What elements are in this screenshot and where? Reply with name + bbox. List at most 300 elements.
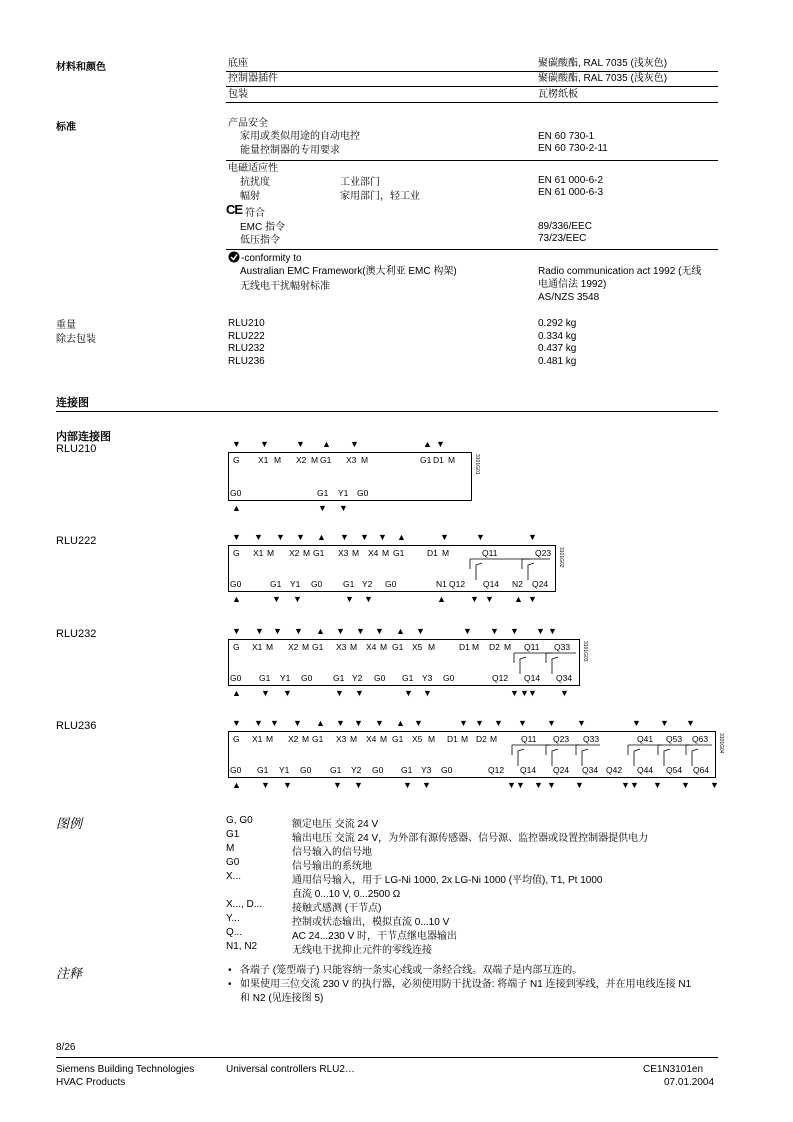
- ce-label: 符合: [245, 208, 265, 219]
- arrow-down-icon: ▼: [335, 688, 344, 698]
- arrow-down-icon: ▼: [470, 594, 479, 604]
- weight-model: RLU210: [228, 318, 265, 329]
- terminal-label: G1: [392, 734, 404, 744]
- arrow-down-icon: ▼: [528, 532, 537, 542]
- terminal-label: G1: [317, 488, 329, 498]
- arrow-down-icon: ▼: [354, 780, 363, 790]
- arrow-down-icon: ▼: [681, 780, 690, 790]
- legend-value: 信号输出的系统地: [292, 861, 372, 872]
- divider: [226, 102, 718, 103]
- model-label-rlu210: RLU210: [56, 443, 97, 455]
- arrow-down-icon: ▼: [534, 780, 543, 790]
- terminal-label: X4: [368, 548, 379, 558]
- terminal-label: Y1: [290, 579, 301, 589]
- std-item: 能量控制器的专用要求: [240, 145, 340, 156]
- arrow-down-icon: ▼: [560, 688, 569, 698]
- legend-key: X..., D...: [226, 899, 263, 910]
- terminal-label: X1: [258, 455, 269, 465]
- std-sub: 工业部门: [340, 177, 380, 188]
- arrow-down-icon: ▼: [272, 594, 281, 604]
- std-value: EN 60 730-1: [538, 131, 595, 142]
- terminal-label: Q42: [606, 765, 623, 775]
- terminal-label: M: [311, 455, 319, 465]
- material-value: 聚碳酸酯, RAL 7035 (浅灰色): [538, 58, 668, 69]
- arrow-down-icon: ▼: [345, 594, 354, 604]
- divider: [226, 86, 718, 87]
- material-item: 包装: [228, 89, 248, 100]
- terminal-label: M: [350, 734, 358, 744]
- terminal-label: M: [352, 548, 360, 558]
- arrow-down-icon: ▼: [621, 780, 630, 790]
- terminal-label: X2: [289, 548, 300, 558]
- terminal-label: Y1: [338, 488, 349, 498]
- arrow-down-icon: ▼: [296, 439, 305, 449]
- arrow-down-icon: ▼: [536, 626, 545, 636]
- arrow-down-icon: ▼: [660, 718, 669, 728]
- legend-value: 控制或状态输出，模拟直流 0...10 V: [292, 917, 450, 928]
- arrow-down-icon: ▼: [494, 718, 503, 728]
- footer-title: Universal controllers RLU2…: [226, 1064, 355, 1075]
- terminal-label: X1: [252, 642, 263, 652]
- std-value: EN 61 000-6-3: [538, 187, 604, 198]
- footer-division: HVAC Products: [56, 1077, 126, 1088]
- material-item: 底座: [228, 58, 248, 69]
- terminal-label: D2: [489, 642, 500, 652]
- arrow-down-icon: ▼: [254, 532, 263, 542]
- legend-key: G1: [226, 829, 240, 840]
- footer-company: Siemens Building Technologies: [56, 1064, 195, 1075]
- std-value: 89/336/EEC: [538, 221, 592, 232]
- ctick-label: -conformity to: [241, 253, 302, 264]
- terminal-label: G0: [441, 765, 453, 775]
- weight-value: 0.334 kg: [538, 331, 577, 342]
- legend-key: G0: [226, 857, 240, 868]
- terminal-label: G0: [357, 488, 369, 498]
- arrow-up-icon: ▲: [423, 439, 432, 449]
- arrow-down-icon: ▼: [232, 439, 241, 449]
- terminal-label: X3: [346, 455, 357, 465]
- model-label-rlu236: RLU236: [56, 720, 97, 732]
- legend-key: X...: [226, 871, 242, 882]
- legend-value: 额定电压 交流 24 V: [292, 819, 379, 830]
- terminal-label: M: [302, 642, 310, 652]
- terminal-label: M: [303, 548, 311, 558]
- terminal-label: G1: [392, 642, 404, 652]
- terminal-label: M: [266, 642, 274, 652]
- terminal-label: G1: [257, 765, 269, 775]
- terminal-label: Q33: [583, 734, 600, 744]
- terminal-label: G1: [343, 579, 355, 589]
- arrow-down-icon: ▼: [255, 626, 264, 636]
- arrow-up-icon: ▲: [232, 688, 241, 698]
- legend-key: N1, N2: [226, 941, 258, 952]
- std-item: 家用或类似用途的自动电控: [240, 131, 360, 142]
- terminal-label: D1: [459, 642, 470, 652]
- terminal-label: X1: [253, 548, 264, 558]
- weight-heading: 重量: [56, 320, 76, 331]
- terminal-label: Q23: [553, 734, 570, 744]
- terminal-label: Q14: [524, 673, 541, 683]
- arrow-up-icon: ▲: [396, 626, 405, 636]
- terminal-label: G1: [320, 455, 332, 465]
- c-tick-icon: [228, 251, 240, 263]
- arrow-up-icon: ▲: [514, 594, 523, 604]
- weight-model: RLU232: [228, 343, 265, 354]
- terminal-label: G0: [372, 765, 384, 775]
- terminal-label: Y2: [351, 765, 362, 775]
- standards-heading: 标准: [56, 122, 76, 133]
- arrow-up-icon: ▲: [437, 594, 446, 604]
- weight-subheading: 除去包装: [56, 334, 96, 345]
- legend-value: 通用信号输入，用于 LG-Ni 1000, 2x LG-Ni 1000 (平均值), T1, Pt 1000: [292, 875, 603, 886]
- terminal-label: M: [350, 642, 358, 652]
- footer-date: 07.01.2004: [664, 1077, 715, 1088]
- std-item: EMC 指令: [240, 222, 285, 233]
- terminal-label: G: [233, 734, 240, 744]
- terminal-label: X3: [338, 548, 349, 558]
- terminal-label: X5: [412, 734, 423, 744]
- std-value: EN 61 000-6-2: [538, 175, 604, 186]
- divider: [226, 249, 718, 250]
- arrow-down-icon: ▼: [436, 439, 445, 449]
- arrow-down-icon: ▼: [364, 594, 373, 604]
- arrow-up-icon: ▲: [322, 439, 331, 449]
- terminal-label: M: [428, 734, 436, 744]
- legend-key: Y...: [226, 913, 240, 924]
- terminal-label: Q54: [666, 765, 683, 775]
- arrow-down-icon: ▼: [375, 626, 384, 636]
- legend-key: G, G0: [226, 815, 253, 826]
- terminal-label: Q64: [693, 765, 710, 775]
- footer-divider: [56, 1057, 718, 1058]
- terminal-label: X2: [296, 455, 307, 465]
- arrow-down-icon: ▼: [518, 718, 527, 728]
- legend-value: 接触式感测 (干节点): [292, 903, 382, 914]
- internal-diagram-heading: 内部连接图: [56, 431, 111, 443]
- diagram-code: 3101G03: [582, 641, 588, 662]
- arrow-down-icon: ▼: [577, 718, 586, 728]
- arrow-down-icon: ▼: [254, 718, 263, 728]
- arrow-down-icon: ▼: [630, 780, 639, 790]
- terminal-label: Q12: [492, 673, 509, 683]
- terminal-label: G0: [230, 673, 242, 683]
- arrow-down-icon: ▼: [440, 532, 449, 542]
- arrow-up-icon: ▲: [316, 626, 325, 636]
- arrow-up-icon: ▲: [397, 532, 406, 542]
- terminal-label: G1: [270, 579, 282, 589]
- weight-model: RLU236: [228, 356, 265, 367]
- arrow-down-icon: ▼: [528, 594, 537, 604]
- terminal-label: M: [442, 548, 450, 558]
- terminal-label: Q63: [692, 734, 709, 744]
- arrow-down-icon: ▼: [261, 780, 270, 790]
- terminal-label: G0: [374, 673, 386, 683]
- arrow-down-icon: ▼: [528, 688, 537, 698]
- arrow-down-icon: ▼: [318, 503, 327, 513]
- terminal-label: G0: [230, 488, 242, 498]
- terminal-label: G1: [312, 642, 324, 652]
- arrow-down-icon: ▼: [232, 626, 241, 636]
- arrow-down-icon: ▼: [294, 626, 303, 636]
- arrow-down-icon: ▼: [339, 503, 348, 513]
- note-1: 各端子 (笼型端子) 只能容纳一条实心线或一条经合线。双端子是内部互连的。: [240, 965, 583, 976]
- legend-value: 输出电压 交流 24 V，为外部有源传感器、信号源、监控器或设置控制器提供电力: [292, 833, 649, 844]
- legend-heading: 图例: [56, 816, 83, 831]
- arrow-down-icon: ▼: [232, 532, 241, 542]
- arrow-down-icon: ▼: [356, 626, 365, 636]
- arrow-down-icon: ▼: [475, 718, 484, 728]
- legend-key: Q...: [226, 927, 243, 938]
- terminal-label: X4: [366, 642, 377, 652]
- terminal-label: D2: [476, 734, 487, 744]
- model-label-rlu232: RLU232: [56, 628, 97, 640]
- product-safety-label: 产品安全: [228, 118, 268, 129]
- arrow-up-icon: ▲: [316, 718, 325, 728]
- model-label-rlu222: RLU222: [56, 535, 97, 547]
- std-value: AS/NZS 3548: [538, 292, 600, 303]
- arrow-down-icon: ▼: [547, 718, 556, 728]
- arrow-down-icon: ▼: [516, 780, 525, 790]
- bullet-icon: •: [228, 965, 232, 976]
- page-number: 8/26: [56, 1042, 76, 1053]
- arrow-down-icon: ▼: [276, 532, 285, 542]
- weight-value: 0.481 kg: [538, 356, 577, 367]
- terminal-label: G: [233, 455, 240, 465]
- terminal-label: Q33: [554, 642, 571, 652]
- divider: [56, 411, 718, 412]
- std-value: Radio communication act 1992 (无线: [538, 266, 702, 277]
- arrow-down-icon: ▼: [293, 594, 302, 604]
- std-value: 电通信法 1992): [538, 279, 607, 290]
- divider: [226, 71, 718, 72]
- terminal-label: G1: [420, 455, 432, 465]
- arrow-down-icon: ▼: [507, 780, 516, 790]
- arrow-down-icon: ▼: [336, 718, 345, 728]
- terminal-label: Y3: [421, 765, 432, 775]
- terminal-label: M: [472, 642, 480, 652]
- arrow-down-icon: ▼: [547, 780, 556, 790]
- terminal-label: G: [233, 548, 240, 558]
- terminal-label: G1: [330, 765, 342, 775]
- arrow-down-icon: ▼: [261, 688, 270, 698]
- legend-value: 无线电干扰抑止元件的零线连接: [292, 945, 432, 956]
- terminal-label: Q11: [521, 734, 537, 744]
- arrow-down-icon: ▼: [686, 718, 695, 728]
- arrow-up-icon: ▲: [317, 532, 326, 542]
- connection-heading: 连接图: [56, 397, 89, 409]
- terminal-label: Q12: [488, 765, 505, 775]
- terminal-label: M: [504, 642, 512, 652]
- footer-doc-number: CE1N3101en: [643, 1064, 704, 1075]
- arrow-down-icon: ▼: [404, 688, 413, 698]
- arrow-down-icon: ▼: [336, 626, 345, 636]
- arrow-down-icon: ▼: [293, 718, 302, 728]
- arrow-down-icon: ▼: [375, 718, 384, 728]
- ce-mark-icon: CE: [226, 202, 243, 217]
- terminal-label: M: [302, 734, 310, 744]
- terminal-label: D1: [427, 548, 438, 558]
- arrow-down-icon: ▼: [476, 532, 485, 542]
- terminal-label: G1: [401, 765, 413, 775]
- arrow-down-icon: ▼: [296, 532, 305, 542]
- terminal-label: G1: [259, 673, 271, 683]
- terminal-label: Q11: [482, 548, 498, 558]
- arrow-down-icon: ▼: [333, 780, 342, 790]
- arrow-down-icon: ▼: [653, 780, 662, 790]
- terminal-label: M: [428, 642, 436, 652]
- note-2: 如果使用三位交流 230 V 的执行器，必须使用防干扰设备: 将端子 N1 连接到零线，并在用电线连接 N1: [240, 979, 692, 990]
- terminal-label: Q41: [637, 734, 654, 744]
- material-value: 瓦楞纸板: [538, 89, 578, 100]
- legend-value: 直流 0...10 V, 0...2500 Ω: [292, 889, 401, 900]
- terminal-label: M: [266, 734, 274, 744]
- material-item: 控制器插件: [228, 73, 278, 84]
- arrow-down-icon: ▼: [283, 688, 292, 698]
- arrow-down-icon: ▼: [459, 718, 468, 728]
- terminal-label: X2: [288, 642, 299, 652]
- arrow-down-icon: ▼: [378, 532, 387, 542]
- legend-value: AC 24...230 V 时，干节点继电器输出: [292, 931, 458, 942]
- terminal-label: G0: [443, 673, 455, 683]
- terminal-label: Q11: [524, 642, 540, 652]
- arrow-down-icon: ▼: [414, 718, 423, 728]
- arrow-up-icon: ▲: [232, 503, 241, 513]
- std-item: Australian EMC Framework(澳大利亚 EMC 构架): [240, 266, 457, 277]
- terminal-label: D1: [433, 455, 444, 465]
- notes-heading: 注释: [56, 966, 83, 981]
- terminal-label: Q53: [666, 734, 683, 744]
- bullet-icon: •: [228, 979, 232, 990]
- terminal-label: X3: [336, 642, 347, 652]
- arrow-down-icon: ▼: [354, 718, 363, 728]
- note-2-cont: 和 N2 (见连接图 5): [240, 993, 324, 1004]
- arrow-down-icon: ▼: [403, 780, 412, 790]
- terminal-label: N1: [436, 579, 447, 589]
- terminal-label: N2: [512, 579, 523, 589]
- emc-label: 电磁适应性: [228, 163, 278, 174]
- arrow-down-icon: ▼: [273, 626, 282, 636]
- terminal-label: X5: [412, 642, 423, 652]
- arrow-down-icon: ▼: [270, 718, 279, 728]
- terminal-label: G0: [230, 765, 242, 775]
- terminal-label: Q23: [535, 548, 552, 558]
- terminal-label: Y3: [422, 673, 433, 683]
- std-sub: 家用部门，轻工业: [340, 191, 420, 202]
- terminal-label: M: [382, 548, 390, 558]
- arrow-down-icon: ▼: [423, 688, 432, 698]
- material-value: 聚碳酸酯, RAL 7035 (浅灰色): [538, 73, 668, 84]
- terminal-label: G0: [300, 765, 312, 775]
- std-value: EN 60 730-2-11: [538, 143, 608, 154]
- arrow-down-icon: ▼: [510, 688, 519, 698]
- weight-value: 0.437 kg: [538, 343, 577, 354]
- terminal-label: Q24: [553, 765, 570, 775]
- terminal-label: Q24: [532, 579, 549, 589]
- arrow-down-icon: ▼: [710, 780, 719, 790]
- terminal-label: Y1: [279, 765, 290, 775]
- terminal-label: G1: [312, 734, 324, 744]
- arrow-down-icon: ▼: [422, 780, 431, 790]
- terminal-label: Y1: [280, 673, 291, 683]
- std-item: 幅射: [240, 191, 260, 202]
- materials-heading: 材料和颜色: [56, 62, 106, 73]
- diagram-code: 3101G02: [558, 547, 564, 568]
- terminal-label: Q14: [520, 765, 537, 775]
- terminal-label: M: [461, 734, 469, 744]
- std-item: 抗扰度: [240, 177, 270, 188]
- arrow-up-icon: ▲: [232, 780, 241, 790]
- weight-value: 0.292 kg: [538, 318, 577, 329]
- arrow-up-icon: ▲: [396, 718, 405, 728]
- legend-key: M: [226, 843, 235, 854]
- arrow-down-icon: ▼: [360, 532, 369, 542]
- terminal-label: Q34: [556, 673, 573, 683]
- arrow-down-icon: ▼: [632, 718, 641, 728]
- arrow-down-icon: ▼: [575, 780, 584, 790]
- arrow-down-icon: ▼: [283, 780, 292, 790]
- terminal-label: G1: [393, 548, 405, 558]
- terminal-label: G0: [311, 579, 323, 589]
- terminal-label: Q12: [449, 579, 466, 589]
- arrow-down-icon: ▼: [340, 532, 349, 542]
- terminal-label: M: [267, 548, 275, 558]
- terminal-label: G0: [385, 579, 397, 589]
- diagram-code: 3101G01: [474, 454, 480, 475]
- terminal-label: G0: [230, 579, 242, 589]
- terminal-label: G1: [333, 673, 345, 683]
- terminal-label: X1: [252, 734, 263, 744]
- terminal-label: Q14: [483, 579, 500, 589]
- diagram-code: 3101G04: [718, 733, 724, 754]
- terminal-label: M: [274, 455, 282, 465]
- arrow-down-icon: ▼: [260, 439, 269, 449]
- arrow-down-icon: ▼: [510, 626, 519, 636]
- std-item: 低压指令: [240, 235, 280, 246]
- terminal-label: Y2: [362, 579, 373, 589]
- arrow-up-icon: ▲: [232, 594, 241, 604]
- terminal-label: M: [361, 455, 369, 465]
- arrow-down-icon: ▼: [548, 626, 557, 636]
- arrow-down-icon: ▼: [463, 626, 472, 636]
- terminal-label: M: [448, 455, 456, 465]
- divider: [226, 160, 718, 161]
- terminal-label: D1: [447, 734, 458, 744]
- terminal-label: Q44: [637, 765, 654, 775]
- terminal-label: G0: [301, 673, 313, 683]
- terminal-label: M: [490, 734, 498, 744]
- arrow-down-icon: ▼: [350, 439, 359, 449]
- weight-model: RLU222: [228, 331, 265, 342]
- arrow-down-icon: ▼: [355, 688, 364, 698]
- arrow-down-icon: ▼: [520, 688, 529, 698]
- terminal-label: M: [380, 734, 388, 744]
- terminal-label: X3: [336, 734, 347, 744]
- std-item: 无线电干扰幅射标准: [240, 281, 330, 292]
- terminal-label: M: [380, 642, 388, 652]
- terminal-label: X2: [288, 734, 299, 744]
- arrow-down-icon: ▼: [490, 626, 499, 636]
- terminal-label: Q34: [582, 765, 599, 775]
- terminal-label: G1: [313, 548, 325, 558]
- std-value: 73/23/EEC: [538, 233, 587, 244]
- arrow-down-icon: ▼: [232, 718, 241, 728]
- legend-value: 信号输入的信号地: [292, 847, 372, 858]
- arrow-down-icon: ▼: [485, 594, 494, 604]
- arrow-down-icon: ▼: [416, 626, 425, 636]
- terminal-label: G: [233, 642, 240, 652]
- terminal-label: Y2: [352, 673, 363, 683]
- terminal-label: G1: [402, 673, 414, 683]
